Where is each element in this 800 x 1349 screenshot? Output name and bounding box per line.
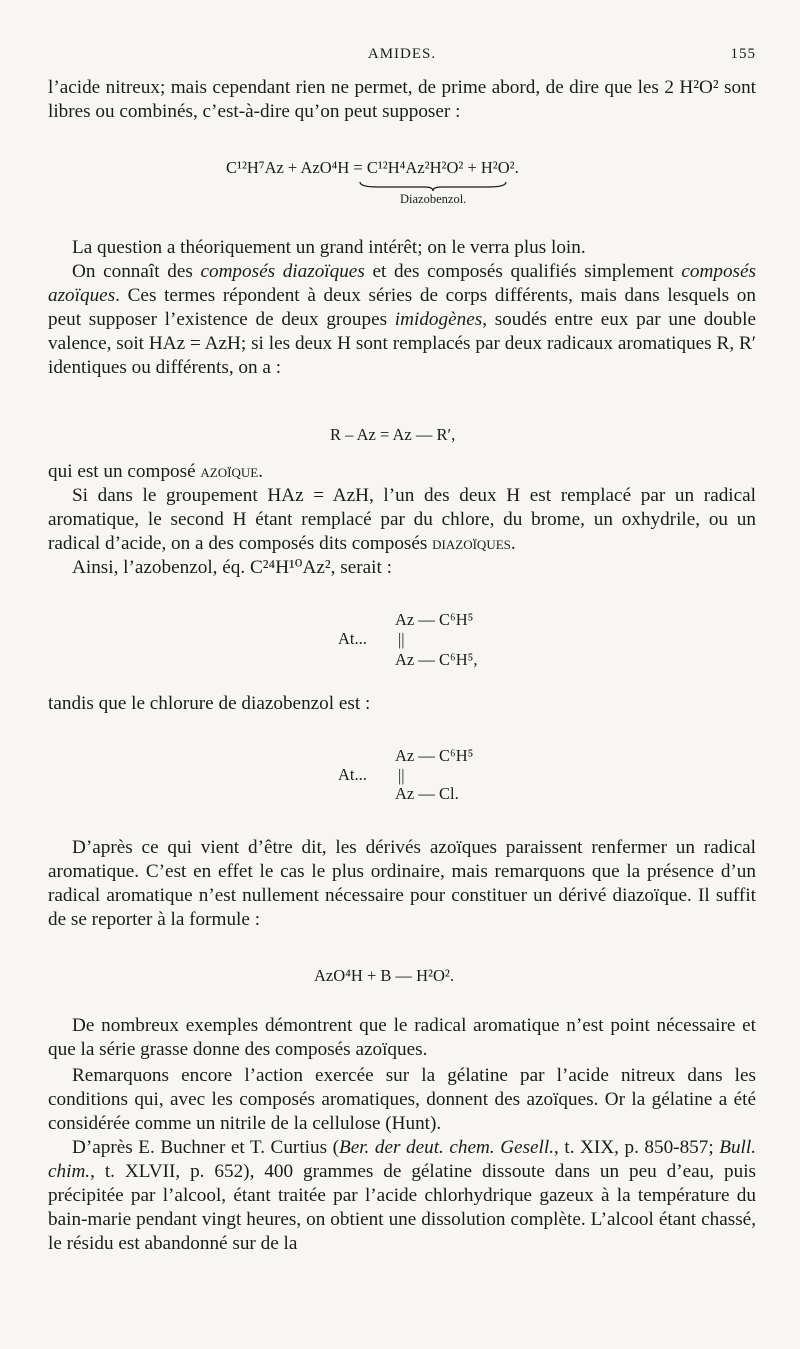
paragraph-buchner-curtius: D’après E. Buchner et T. Curtius (Ber. der deut. chem. Gesell., t. XIX, p. 850-857; Bull. chim., t. XLVII, p. 652), 400 grammes de gélatine dissoute dans un peu d’eau, puis précipitée par l’alcool, étant traitée par l’acide chlorhydrique gazeux à la température du bain-marie pendant vingt heures, on obtient une dissolution complète. L’alcool étant chassé, le résidu est abandonné sur de la [48, 1137, 757, 1254]
paragraph-diazoiques: On connaît des composés diazoïques et des composés qualifiés simplement composés azoïques. Ces termes répondent à deux séries de corps différents, mais dans lesquels on peut supposer l’existence de deux groupes imidogènes, soudés entre eux par une double valence, soit HAz = AzH; si les deux H sont remplacés par deux radicaux aromatiques R, R′ identiques ou différents, on a : [48, 261, 756, 378]
paragraph-derives-azoiques: D’après ce qui vient d’être dit, les dérivés azoïques paraissent renfermer un radical aromatique. C’est en effet le cas le plus ordinaire, mais remarquons que la présence d’un radical aromatique n’est nullement nécessaire pour constituer un dérivé diazoïque. Il suffit de se reporter à la formule : [48, 837, 756, 930]
formula-azo-general: R – Az = Az — R′, [330, 425, 456, 444]
formula-bottom: Az — Cl. [395, 784, 459, 803]
paragraph-question: La question a théoriquement un grand intérêt; on le verra plus loin. [72, 237, 586, 258]
paragraph-azobenzol: Ainsi, l’azobenzol, éq. C²⁴H¹⁰Az², serait : [72, 557, 392, 578]
underbrace-icon [358, 180, 508, 192]
formula-double-bond: || [398, 630, 405, 649]
formula-at: At... [338, 629, 367, 648]
equation-rhs: + H²O². [463, 158, 519, 177]
page-number: 155 [730, 46, 756, 62]
paragraph-gelatine: Remarquons encore l’action exercée sur la gélatine par l’acide nitreux dans les conditions qui, avec les composés aromatiques, donnent des azoïques. Or la gélatine a été considérée comme un nitrile de la cellulose (Hunt). [48, 1065, 756, 1134]
formula-at: At... [338, 765, 367, 784]
term-diazoiques: composés diazoïques [200, 261, 365, 282]
equation-lhs: C¹²H⁷Az + AzO⁴H = [226, 158, 367, 177]
formula-bottom: Az — C⁶H⁵, [395, 650, 478, 669]
paragraph-exemples: De nombreux exemples démontrent que le radical aromatique n’est point nécessaire et que la série grasse donne des composés azoïques. [48, 1015, 756, 1060]
running-title: AMIDES. [367, 46, 437, 62]
term-diazoiques-sc: diazoïques [432, 532, 511, 554]
citation-ber: Ber. der deut. chem. Gesell. [338, 1137, 555, 1158]
running-header [48, 46, 756, 68]
paragraph-chlorure: tandis que le chlorure de diazobenzol est : [48, 693, 371, 714]
equation-diazobenzol [226, 158, 519, 178]
paragraph-diazo-definition: Si dans le groupement HAz = AzH, l’un des deux H est remplacé par un radical aromatique, le second H étant remplacé par du chlore, du brome, un oxhydrile, ou un radical d’acide, on a des composés dits composés diazoïques. [48, 485, 756, 554]
formula-double-bond: || [398, 766, 405, 785]
citation-bull: Bull. chim. [48, 1137, 757, 1182]
paragraph-azoique: qui est un composé azoïque. [48, 461, 263, 482]
brace-label: Diazobenzol. [400, 192, 467, 206]
paragraph-continuation: l’acide nitreux; mais cependant rien ne permet, de prime abord, de dire que les 2 H²O² sont libres ou combinés, c’est-à-dire qu’on peut supposer : [48, 77, 756, 122]
term-azoique: azoïque [200, 461, 259, 482]
equation-group: C¹²H⁴Az²H²O² [366, 158, 464, 177]
formula-general: AzO⁴H + B — H²O². [314, 966, 454, 985]
term-azoiques: composés azoïques [48, 261, 756, 306]
formula-top: Az — C⁶H⁵ [395, 746, 474, 765]
term-imidogenes: imidogènes [394, 308, 483, 330]
formula-top: Az — C⁶H⁵ [395, 610, 474, 629]
